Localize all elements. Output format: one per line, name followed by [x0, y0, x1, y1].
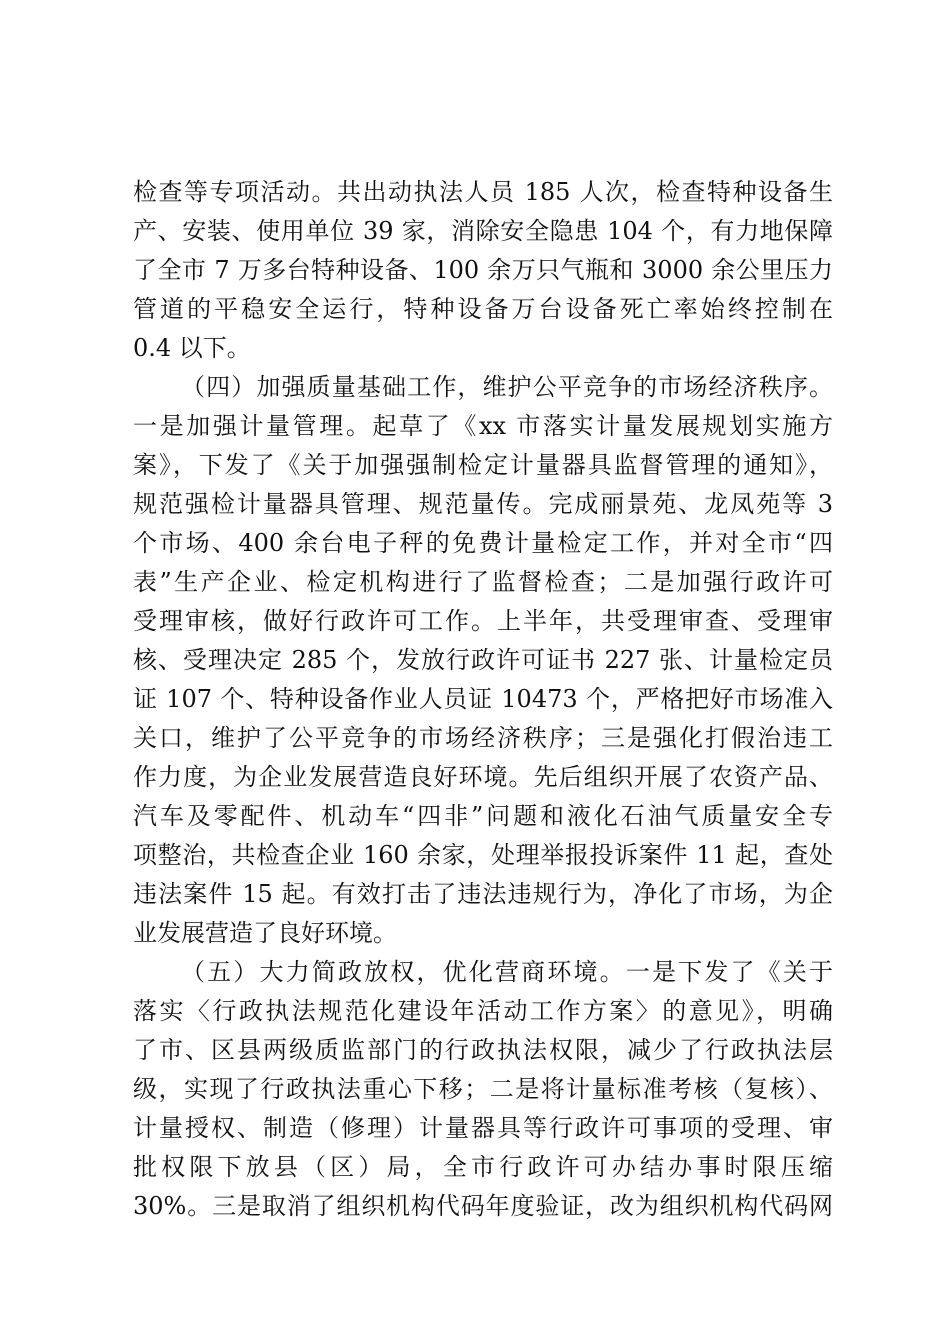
body-line: 表”生产企业、检定机构进行了监督检查；二是加强行政许可: [133, 568, 833, 596]
body-line: 案》，下发了《关于加强强制检定计量器具监督管理的通知》，: [133, 451, 833, 479]
body-line: 了市、区县两级质监部门的行政执法权限，减少了行政执法层: [133, 1036, 833, 1064]
body-line: 级，实现了行政执法重心下移；二是将计量标准考核（复核）、: [133, 1075, 833, 1103]
section-heading-line: （五）大力简政放权，优化营商环境。一是下发了《关于: [181, 958, 833, 986]
body-line: 关口，维护了公平竞争的市场经济秩序；三是强化打假治违工: [133, 724, 833, 752]
section-heading-line: （四）加强质量基础工作，维护公平竞争的市场经济秩序。: [181, 373, 833, 401]
body-line: 核、受理决定 285 个，发放行政许可证书 227 张、计量检定员: [133, 646, 833, 674]
body-line: 批权限下放县（区）局，全市行政许可办结办事时限压缩: [133, 1153, 833, 1181]
body-line: 一是加强计量管理。起草了《xx 市落实计量发展规划实施方: [133, 412, 833, 440]
body-line: 汽车及零配件、机动车“四非”问题和液化石油气质量安全专: [133, 802, 833, 830]
body-line: 业发展营造了良好环境。: [133, 919, 397, 947]
body-line: 检查等专项活动。共出动执法人员 185 人次，检查特种设备生: [133, 178, 833, 206]
body-line: 0.4 以下。: [133, 334, 251, 362]
body-line: 30%。三是取消了组织机构代码年度验证，改为组织机构代码网: [133, 1192, 833, 1220]
body-line: 计量授权、制造（修理）计量器具等行政许可事项的受理、审: [133, 1114, 833, 1142]
body-line: 作力度，为企业发展营造良好环境。先后组织开展了农资产品、: [133, 763, 833, 791]
body-line: 违法案件 15 起。有效打击了违法违规行为，净化了市场，为企: [133, 880, 833, 908]
body-line: 产、安装、使用单位 39 家，消除安全隐患 104 个，有力地保障: [133, 217, 833, 245]
body-line: 管道的平稳安全运行，特种设备万台设备死亡率始终控制在: [133, 295, 833, 323]
body-line: 了全市 7 万多台特种设备、100 余万只气瓶和 3000 余公里压力: [133, 256, 833, 284]
body-line: 证 107 个、特种设备作业人员证 10473 个，严格把好市场准入: [133, 685, 833, 713]
body-line: 规范强检计量器具管理、规范量传。完成丽景苑、龙凤苑等 3: [133, 490, 833, 518]
body-line: 受理审核，做好行政许可工作。上半年，共受理审查、受理审: [133, 607, 833, 635]
body-line: 落实〈行政执法规范化建设年活动工作方案〉的意见》，明确: [133, 997, 833, 1025]
body-line: 项整治，共检查企业 160 余家，处理举报投诉案件 11 起，查处: [133, 841, 833, 869]
body-line: 个市场、400 余台电子秤的免费计量检定工作，并对全市“四: [133, 529, 833, 557]
